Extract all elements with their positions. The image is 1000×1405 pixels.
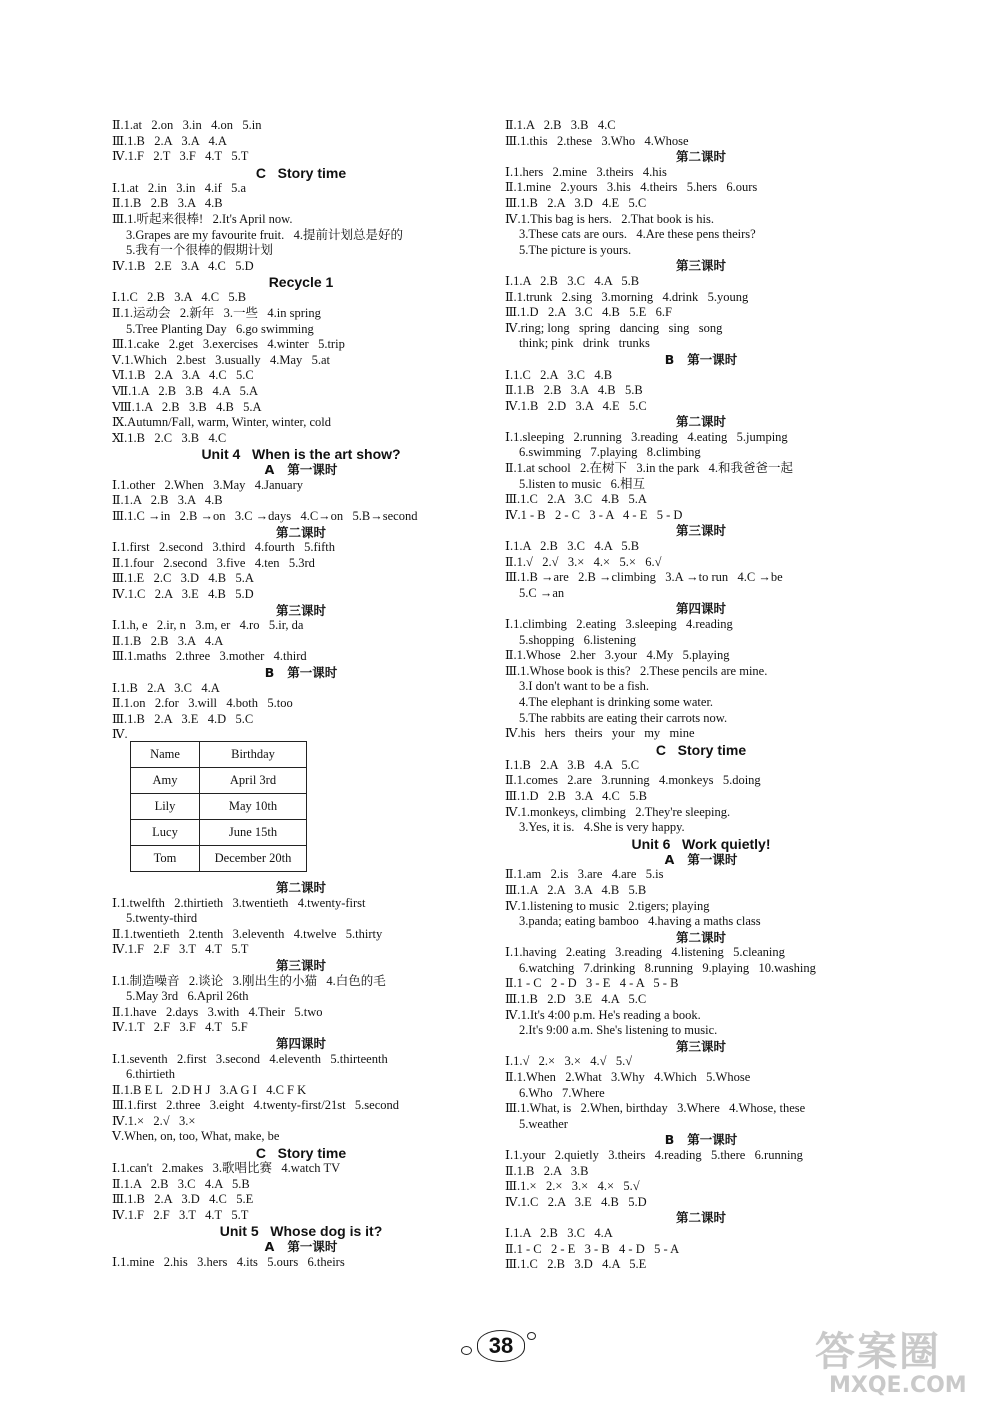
answer-line: Ⅳ.1.C 2.A 3.E 4.B 5.D bbox=[112, 587, 254, 602]
watermark-line1: 答案圈 bbox=[815, 1329, 941, 1375]
answer-line: Ⅰ.1.sleeping 2.running 3.reading 4.eating 5.jumping bbox=[505, 429, 788, 444]
answer-line: Ⅱ.1.at school 2.在树下 3.in the park 4.和我爸爸一起 bbox=[505, 461, 793, 476]
lesson-heading: B 第一课时 bbox=[664, 1132, 738, 1148]
answer-line: Ⅲ.1.B →are 2.B →climbing 3.A →to run 4.C →be bbox=[505, 570, 783, 585]
answer-line: Ⅳ.his hers theirs your my mine bbox=[505, 726, 695, 741]
answer-line: Ⅲ.1.B 2.A 3.A 4.A bbox=[112, 133, 227, 148]
name-cell: Name bbox=[131, 741, 200, 767]
name-cell: Lucy bbox=[131, 819, 200, 845]
answer-line: Ⅸ.Autumn/Fall, warm, Winter, winter, cold bbox=[112, 415, 331, 430]
birthday-cell: Birthday bbox=[200, 741, 307, 767]
answer-line: Ⅳ.1.F 2.F 3.T 4.T 5.T bbox=[112, 942, 249, 957]
answer-line: Ⅲ.1.Whose book is this? 2.These pencils are mine. bbox=[505, 663, 768, 678]
answer-line: 5.Tree Planting Day 6.go swimming bbox=[126, 321, 314, 336]
answer-line: Ⅰ.1.mine 2.his 3.hers 4.its 5.ours 6.theirs bbox=[112, 1255, 345, 1270]
answer-line: Ⅱ.1.A 2.B 3.B 4.C bbox=[505, 118, 616, 132]
answer-line: Ⅰ.1.C 2.B 3.A 4.C 5.B bbox=[112, 290, 247, 305]
answer-line: Ⅱ.1 - C 2 - D 3 - E 4 - A 5 - B bbox=[505, 976, 679, 991]
answer-line: Ⅰ.1.h, e 2.ir, n 3.m, er 4.ro 5.ir, da bbox=[112, 618, 304, 633]
lesson-heading: 第二课时 bbox=[675, 414, 726, 430]
answer-line: 6.thirtieth bbox=[126, 1067, 175, 1082]
answer-line: Ⅰ.1.seventh 2.first 3.second 4.eleventh 5.thirteenth bbox=[112, 1051, 388, 1066]
lesson-heading: 第三课时 bbox=[275, 957, 326, 973]
answer-line: 5.weather bbox=[519, 1116, 568, 1131]
table-header-row bbox=[131, 741, 307, 767]
lesson-heading: 第四课时 bbox=[275, 1035, 326, 1051]
answer-line: Ⅱ.1 - C 2 - E 3 - B 4 - D 5 - A bbox=[505, 1241, 680, 1256]
answer-line: Ⅱ.1.twentieth 2.tenth 3.eleventh 4.twelve 5.thirty bbox=[112, 926, 383, 941]
answer-line: Ⅳ.1.This bag is hers. 2.That book is his. bbox=[505, 211, 715, 226]
answer-line: Ⅱ.1.B 2.A 3.B bbox=[505, 1163, 589, 1178]
answer-line: Ⅳ.1.× 2.√ 3.× bbox=[112, 1113, 196, 1128]
answer-line: 5.listen to music 6.相互 bbox=[519, 476, 646, 491]
page-number-badge bbox=[455, 1326, 545, 1366]
right-column bbox=[505, 118, 897, 1273]
lesson-heading: 第三课时 bbox=[675, 258, 726, 274]
lesson-heading: 第三课时 bbox=[675, 523, 726, 539]
answer-line: Ⅲ.1.C →in 2.B →on 3.C →days 4.C→on 5.B→second bbox=[112, 509, 418, 524]
lesson-heading: 第三课时 bbox=[675, 1038, 726, 1054]
answer-line: Ⅱ.1.A 2.B 3.C 4.A 5.B bbox=[112, 1176, 250, 1191]
section-heading: C Story time bbox=[255, 1145, 347, 1162]
answer-line: 2.It's 9:00 a.m. She's listening to music. bbox=[519, 1023, 718, 1038]
answer-line: Ⅱ.1.four 2.second 3.five 4.ten 5.3rd bbox=[112, 555, 315, 570]
answer-line: 4.The elephant is drinking some water. bbox=[519, 694, 714, 709]
answer-line: Ⅳ.1 - B 2 - C 3 - A 4 - E 5 - D bbox=[505, 507, 683, 522]
answer-line: Ⅴ.1.Which 2.best 3.usually 4.May 5.at bbox=[112, 352, 331, 367]
section-heading: C Story time bbox=[255, 164, 347, 181]
section-heading: Unit 4 When is the art show? bbox=[201, 446, 401, 463]
lesson-heading: B 第一课时 bbox=[264, 665, 338, 680]
answer-line: 3.Yes, it is. 4.She is very happy. bbox=[519, 820, 685, 835]
lesson-heading: 第二课时 bbox=[675, 1210, 726, 1226]
answer-line: Ⅱ.1.on 2.for 3.will 4.both 5.too bbox=[112, 696, 293, 711]
answer-line: Ⅺ.1.B 2.C 3.B 4.C bbox=[112, 430, 227, 445]
answer-line: Ⅰ.1.制造噪音 2.谈论 3.刚出生的小猫 4.白色的毛 bbox=[112, 973, 386, 988]
answer-line: Ⅲ.1.C 2.A 3.C 4.B 5.A bbox=[505, 492, 647, 507]
answer-line: Ⅱ.1.B E L 2.D H J 3.A G I 4.C F K bbox=[112, 1082, 307, 1097]
answer-line: Ⅳ.1.F 2.F 3.T 4.T 5.T bbox=[112, 1207, 249, 1222]
answer-line: 5.twenty-third bbox=[126, 911, 198, 926]
answer-line: 5.C →an bbox=[519, 585, 565, 600]
answer-line: Ⅳ.ring; long spring dancing sing song bbox=[505, 320, 723, 335]
answer-line: Ⅰ.1.climbing 2.eating 3.sleeping 4.reading bbox=[505, 617, 733, 631]
lesson-heading: 第三课时 bbox=[275, 602, 326, 618]
answer-line: Ⅱ.1.B 2.B 3.A 4.B 5.B bbox=[505, 383, 643, 398]
answer-line: Ⅳ.1.B 2.E 3.A 4.C 5.D bbox=[112, 258, 254, 273]
lesson-heading: 第二课时 bbox=[675, 929, 726, 945]
lesson-heading: A 第一课时 bbox=[264, 1239, 338, 1255]
page-number: 38 bbox=[477, 1330, 525, 1362]
lesson-heading: A 第一课时 bbox=[264, 462, 338, 478]
birthday-cell: May 10th bbox=[200, 793, 307, 819]
answer-line: Ⅲ.1.B 2.D 3.E 4.A 5.C bbox=[505, 992, 647, 1007]
lesson-heading: 第二课时 bbox=[275, 524, 326, 540]
answer-line: Ⅱ.1.mine 2.yours 3.his 4.theirs 5.hers 6.ours bbox=[505, 180, 758, 195]
answer-line: Ⅱ.1.√ 2.√ 3.× 4.× 5.× 6.√ bbox=[505, 554, 662, 569]
answer-line: think; pink drink trunks bbox=[519, 336, 650, 351]
name-cell: Lily bbox=[131, 793, 200, 819]
answer-line: 5.shopping 6.listening bbox=[519, 632, 637, 647]
answer-line: Ⅰ.1.B 2.A 3.B 4.A 5.C bbox=[505, 757, 640, 772]
answer-line: 6.watching 7.drinking 8.running 9.playing 10.washing bbox=[519, 960, 816, 975]
decorative-circle bbox=[527, 1332, 536, 1340]
answer-line: Ⅰ.1.your 2.quietly 3.theirs 4.reading 5.there 6.running bbox=[505, 1148, 803, 1162]
answer-line: Ⅲ.1.× 2.× 3.× 4.× 5.√ bbox=[505, 1179, 640, 1194]
table-row bbox=[131, 793, 307, 819]
table-row bbox=[131, 845, 307, 871]
answer-line: Ⅲ.1.C 2.B 3.D 4.A 5.E bbox=[505, 1257, 647, 1272]
answer-line: Ⅰ.1.C 2.A 3.C 4.B bbox=[505, 367, 613, 382]
answer-line: Ⅱ.1.at 2.on 3.in 4.on 5.in bbox=[112, 118, 262, 132]
answer-line: Ⅲ.1.B 2.A 3.D 4.C 5.E bbox=[112, 1192, 254, 1207]
section-heading: Unit 6 Work quietly! bbox=[631, 835, 771, 852]
answer-line: Ⅳ.1.It's 4:00 p.m. He's reading a book. bbox=[505, 1007, 701, 1022]
lesson-heading: 第二课时 bbox=[275, 879, 326, 895]
answer-line: Ⅰ.1.√ 2.× 3.× 4.√ 5.√ bbox=[505, 1054, 633, 1069]
decorative-circle bbox=[461, 1346, 472, 1355]
answer-line: 3.I don't want to be a fish. bbox=[519, 679, 650, 694]
birthday-cell: June 15th bbox=[200, 819, 307, 845]
answer-line: Ⅰ.1.other 2.When 3.May 4.January bbox=[112, 477, 304, 492]
left-column bbox=[112, 118, 490, 1271]
answer-line: Ⅳ.1.C 2.A 3.E 4.B 5.D bbox=[505, 1194, 647, 1209]
answer-line: Ⅱ.1.have 2.days 3.with 4.Their 5.two bbox=[112, 1004, 323, 1019]
answer-line: Ⅱ.1.B 2.B 3.A 4.B bbox=[112, 196, 223, 211]
answer-line: Ⅰ.1.A 2.B 3.C 4.A bbox=[505, 1225, 613, 1240]
lesson-heading: A 第一课时 bbox=[664, 851, 738, 867]
name-cell: Tom bbox=[131, 845, 200, 871]
answer-line: Ⅷ.1.A 2.B 3.B 4.B 5.A bbox=[112, 399, 262, 414]
section-heading: Recycle 1 bbox=[268, 274, 334, 291]
answer-line: Ⅲ.1.D 2.B 3.A 4.C 5.B bbox=[505, 788, 647, 803]
answer-line: Ⅲ.1.What, is 2.When, birthday 3.Where 4.Whose, these bbox=[505, 1101, 806, 1116]
answer-line: Ⅰ.1.twelfth 2.thirtieth 3.twentieth 4.twenty-first bbox=[112, 895, 366, 910]
answer-line: Ⅳ.1.monkeys, climbing 2.They're sleeping. bbox=[505, 804, 731, 819]
answer-line: Ⅱ.1.comes 2.are 3.running 4.monkeys 5.doing bbox=[505, 773, 761, 788]
birthday-cell: December 20th bbox=[200, 845, 307, 871]
answer-line: Ⅰ.1.A 2.B 3.C 4.A 5.B bbox=[505, 539, 640, 554]
birthday-table bbox=[130, 741, 307, 872]
answer-line: Ⅲ.1.A 2.A 3.A 4.B 5.B bbox=[505, 882, 647, 897]
answer-line: 5.我有一个很棒的假期计划 bbox=[126, 243, 273, 258]
answer-line: Ⅳ.1.listening to music 2.tigers; playing bbox=[505, 898, 710, 913]
lesson-heading: 第四课时 bbox=[675, 601, 726, 617]
answer-line: Ⅱ.1.B 2.B 3.A 4.A bbox=[112, 633, 224, 648]
answer-line: Ⅲ.1.听起来很棒! 2.It's April now. bbox=[112, 211, 293, 226]
answer-line: Ⅰ.1.can't 2.makes 3.歌唱比赛 4.watch TV bbox=[112, 1161, 341, 1176]
answer-line: 3.panda; eating bamboo 4.having a maths class bbox=[519, 914, 761, 929]
answer-line: Ⅲ.1.this 2.these 3.Who 4.Whose bbox=[505, 133, 689, 148]
answer-line: Ⅱ.1.am 2.is 3.are 4.are 5.is bbox=[505, 867, 664, 882]
answer-line: Ⅱ.1.运动会 2.新年 3.一些 4.in spring bbox=[112, 305, 321, 320]
answer-line: Ⅱ.1.Whose 2.her 3.your 4.My 5.playing bbox=[505, 648, 730, 663]
answer-line: Ⅳ. bbox=[112, 727, 128, 742]
answer-line: Ⅰ.1.first 2.second 3.third 4.fourth 5.fifth bbox=[112, 540, 335, 555]
answer-line: Ⅰ.1.at 2.in 3.in 4.if 5.a bbox=[112, 180, 247, 195]
answer-line: 3.Grapes are my favourite fruit. 4.提前计划总是好的 bbox=[126, 227, 404, 242]
answer-line: Ⅲ.1.B 2.A 3.D 4.E 5.C bbox=[505, 195, 647, 210]
answer-line: Ⅰ.1.A 2.B 3.C 4.A 5.B bbox=[505, 273, 640, 288]
answer-line: Ⅱ.1.trunk 2.sing 3.morning 4.drink 5.young bbox=[505, 289, 749, 304]
answer-line: Ⅳ.1.F 2.T 3.F 4.T 5.T bbox=[112, 149, 249, 164]
answer-line: Ⅳ.1.B 2.D 3.A 4.E 5.C bbox=[505, 398, 647, 413]
answer-line: Ⅲ.1.cake 2.get 3.exercises 4.winter 5.trip bbox=[112, 337, 345, 352]
answer-line: 3.These cats are ours. 4.Are these pens theirs? bbox=[519, 227, 756, 242]
answer-line: Ⅴ.When, on, too, What, make, be bbox=[112, 1129, 280, 1144]
lesson-heading: B 第一课时 bbox=[664, 351, 738, 367]
section-heading: C Story time bbox=[655, 741, 747, 758]
answer-line: 6.Who 7.Where bbox=[519, 1085, 605, 1100]
watermark-logo bbox=[815, 1330, 995, 1402]
table-row bbox=[131, 767, 307, 793]
watermark-line2: MXQE.COM bbox=[829, 1373, 967, 1398]
answer-line: Ⅲ.1.E 2.C 3.D 4.B 5.A bbox=[112, 571, 254, 586]
answer-line: 6.swimming 7.playing 8.climbing bbox=[519, 445, 701, 460]
answer-line: Ⅰ.1.hers 2.mine 3.theirs 4.his bbox=[505, 164, 667, 179]
answer-line: 5.May 3rd 6.April 26th bbox=[126, 989, 249, 1004]
answer-line: Ⅲ.1.B 2.A 3.E 4.D 5.C bbox=[112, 711, 254, 726]
answer-line: Ⅰ.1.having 2.eating 3.reading 4.listening 5.cleaning bbox=[505, 945, 785, 960]
answer-line: Ⅵ.1.B 2.A 3.A 4.C 5.C bbox=[112, 368, 254, 383]
answer-line: Ⅲ.1.maths 2.three 3.mother 4.third bbox=[112, 649, 307, 664]
table-row bbox=[131, 819, 307, 845]
answer-line: 5.The rabbits are eating their carrots now. bbox=[519, 710, 728, 725]
answer-line: Ⅲ.1.D 2.A 3.C 4.B 5.E 6.F bbox=[505, 305, 672, 320]
answer-line: 5.The picture is yours. bbox=[519, 242, 632, 257]
answer-line: Ⅱ.1.When 2.What 3.Why 4.Which 5.Whose bbox=[505, 1070, 751, 1085]
name-cell: Amy bbox=[131, 767, 200, 793]
answer-line: Ⅱ.1.A 2.B 3.A 4.B bbox=[112, 493, 223, 508]
answer-line: Ⅰ.1.B 2.A 3.C 4.A bbox=[112, 680, 220, 695]
answer-line: Ⅳ.1.T 2.F 3.F 4.T 5.F bbox=[112, 1020, 248, 1035]
answer-line: Ⅲ.1.first 2.three 3.eight 4.twenty-first/21st 5.second bbox=[112, 1098, 400, 1113]
section-heading: Unit 5 Whose dog is it? bbox=[219, 1223, 383, 1240]
answer-line: Ⅶ.1.A 2.B 3.B 4.A 5.A bbox=[112, 383, 259, 398]
birthday-cell: April 3rd bbox=[200, 767, 307, 793]
lesson-heading: 第二课时 bbox=[675, 149, 726, 165]
